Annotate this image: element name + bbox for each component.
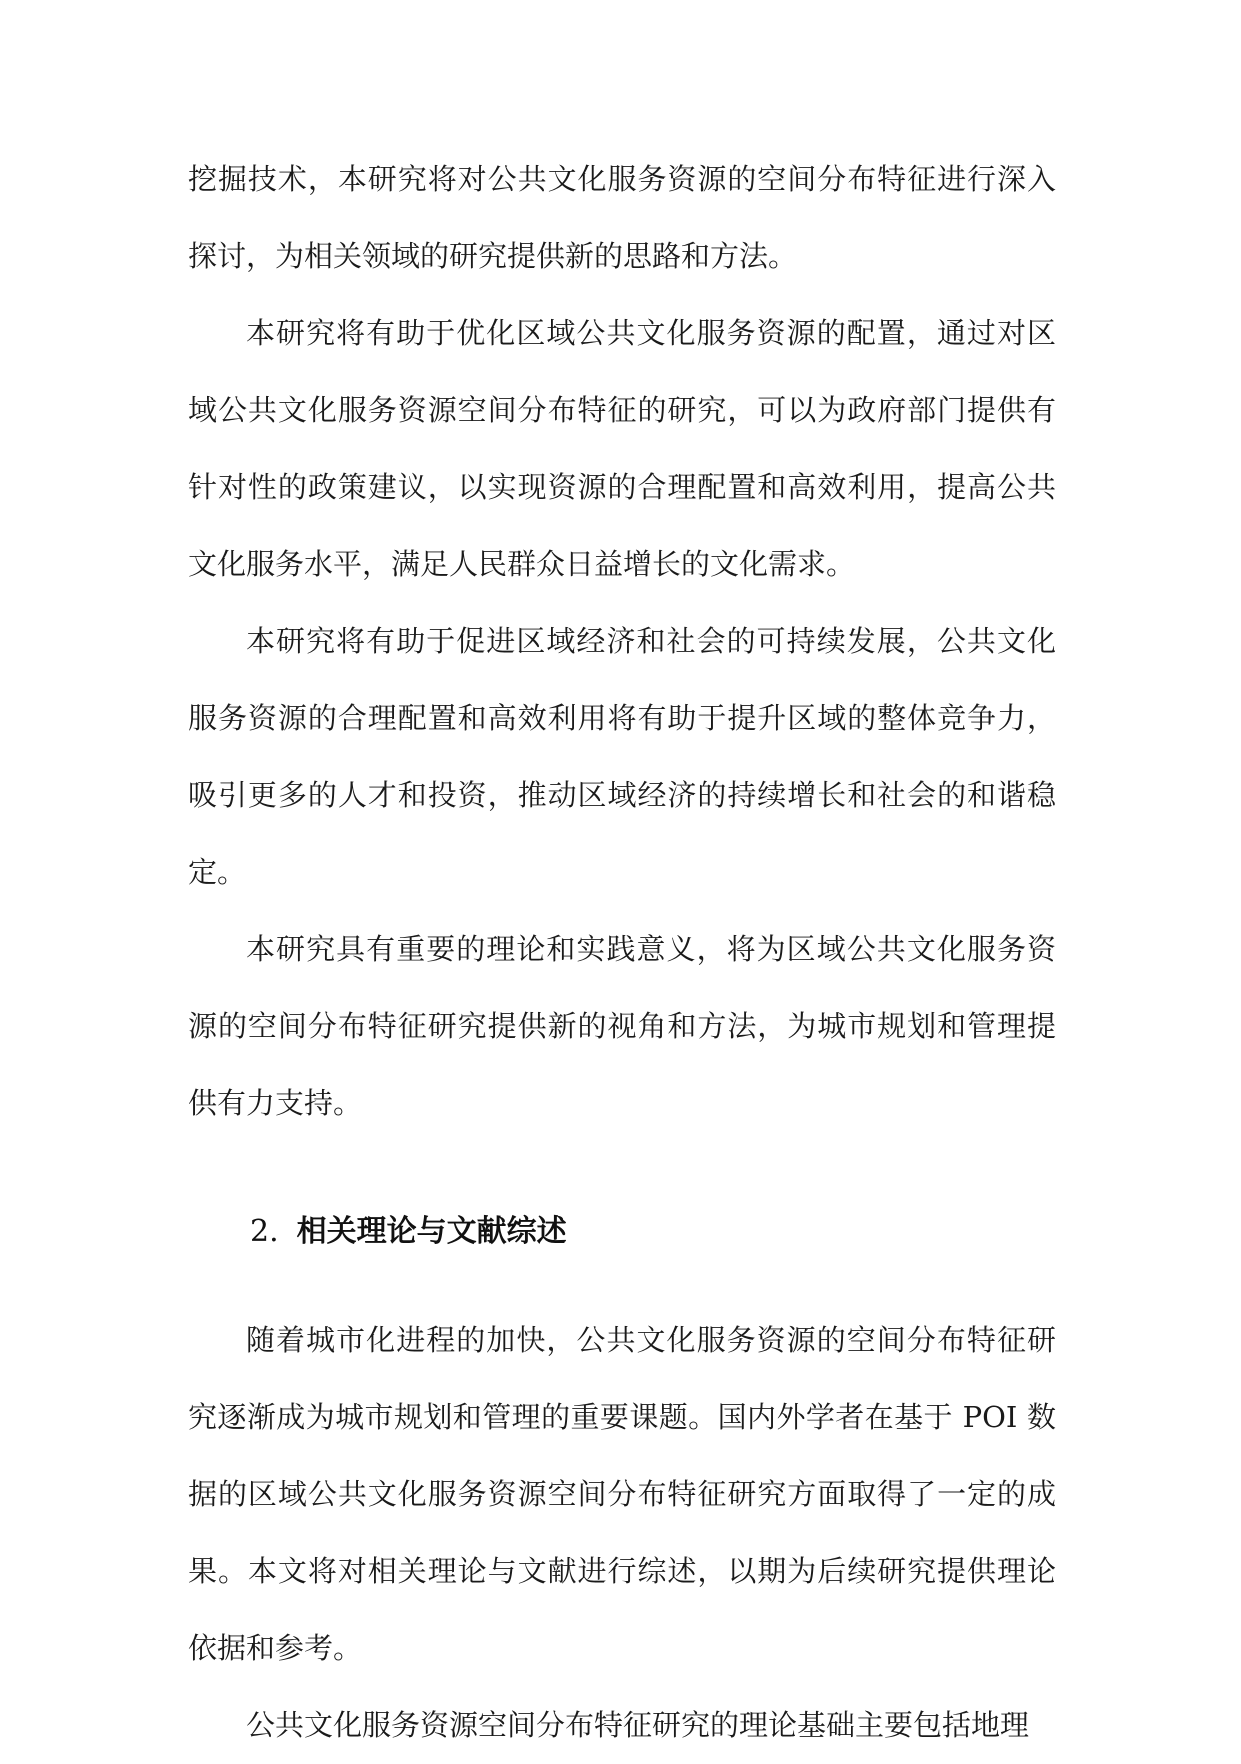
section-title: 相关理论与文献综述	[296, 1214, 567, 1249]
section-heading	[188, 1142, 1056, 1302]
section-number: 2.	[250, 1214, 279, 1249]
paragraph: 随着城市化进程的加快，公共文化服务资源的空间分布特征研究逐渐成为城市规划和管理的重要课题。国内外学者在基于 POI 数据的区域公共文化服务资源空间分布特征研究方面取得了一定的成果。本文将对相关理论与文献进行综述，以期为后续研究提供理论依据和参考。	[188, 1323, 1056, 1665]
paragraph: 本研究将有助于优化区域公共文化服务资源的配置，通过对区域公共文化服务资源空间分布特征的研究，可以为政府部门提供有针对性的政策建议，以实现资源的合理配置和高效利用，提高公共文化服务水平，满足人民群众日益增长的文化需求。	[188, 316, 1056, 581]
document-body	[188, 141, 1056, 1764]
paragraph-continued: 挖掘技术，本研究将对公共文化服务资源的空间分布特征进行深入探讨，为相关领域的研究提供新的思路和方法。	[188, 162, 1056, 273]
paragraph: 本研究具有重要的理论和实践意义，将为区域公共文化服务资源的空间分布特征研究提供新的视角和方法，为城市规划和管理提供有力支持。	[188, 932, 1056, 1120]
paragraph: 公共文化服务资源空间分布特征研究的理论基础主要包括地理	[246, 1708, 1030, 1742]
paragraph: 本研究将有助于促进区域经济和社会的可持续发展，公共文化服务资源的合理配置和高效利用将有助于提升区域的整体竞争力，吸引更多的人才和投资，推动区域经济的持续增长和社会的和谐稳定。	[188, 624, 1056, 889]
